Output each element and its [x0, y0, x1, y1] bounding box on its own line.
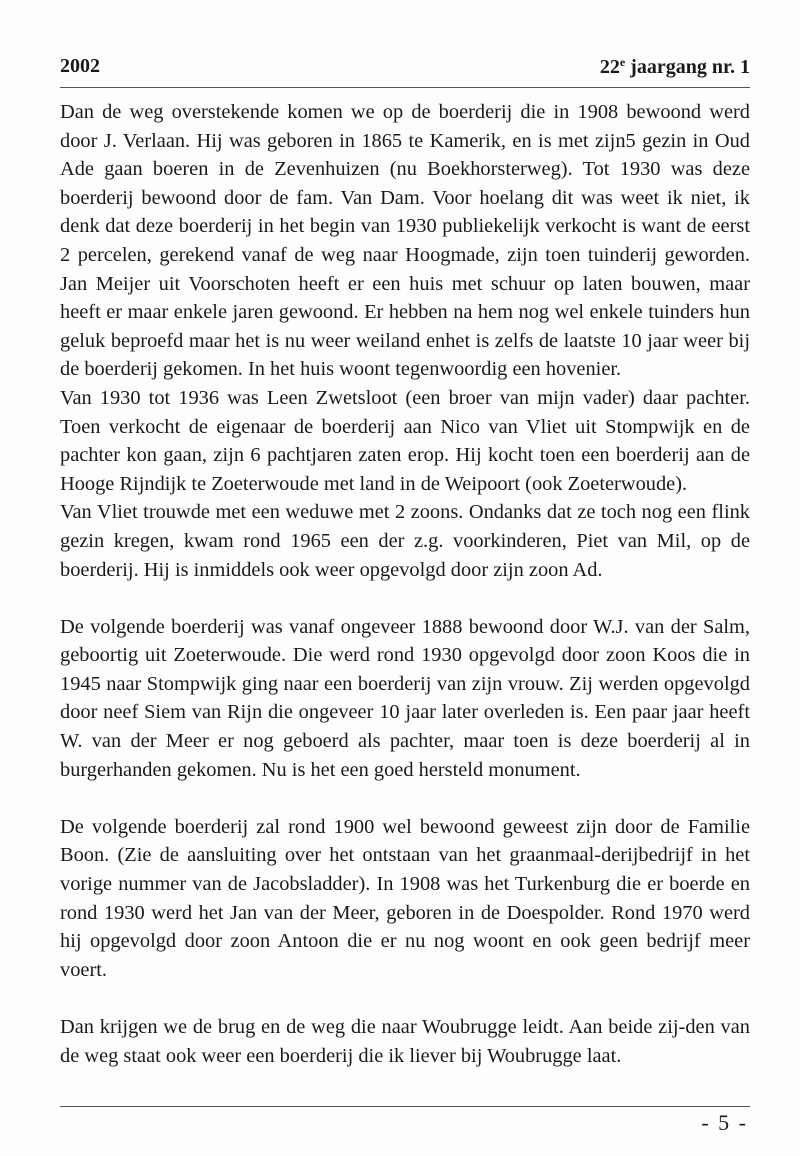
volume-number: 22 — [599, 56, 620, 78]
paragraph-brug: Dan krijgen we de brug en de weg die naar Woubrugge leidt. Aan beide zij-den van de weg staat ook weer een boerderij die ik liever bij Woubrugge laat. — [60, 1016, 750, 1067]
article-body — [60, 98, 750, 1070]
volume-superscript: e — [619, 55, 626, 69]
paragraph-spacer — [60, 784, 750, 813]
paragraph-boon: De volgende boerderij zal rond 1900 wel bewoond geweest zijn door de Familie Boon. (Zie de aansluiting over het ontstaan van het graanmaal-derijbedrijf in het vorige nummer van de Jacobsladder). In 1908 was het Turkenburg die er boerde en rond 1930 werd het Jan van der Meer, geboren in de Doespolder. Rond 1970 werd hij opgevolgd door zoon Antoon die er nu nog woont en ook geen bedrijf meer voert. — [60, 815, 750, 981]
paragraph-verlaan: Dan de weg overstekende komen we op de boerderij die in 1908 bewoond werd door J. Verlaan. Hij was geboren in 1865 te Kamerik, en is met zijn5 gezin in Oud Ade gaan boeren in de Zevenhuizen (nu Boekhorsterweg). Tot 1930 was deze boerderij bewoond door de fam. Van Dam. Voor hoelang dit was weet ik niet, ik denk dat deze boerderij in het begin van 1930 publiekelijk verkocht is want de eerst 2 percelen, gerekend vanaf de weg naar Hoogmade, zijn toen tuinderij geworden. Jan Meijer uit Voorschoten heeft er een huis met schuur op laten bouwen, maar heeft er maar enkele jaren gewoond. Er hebben na hem nog wel enkele tuinders hun geluk beproefd maar het is nu weer weiland enhet is zelfs de laatste 10 jaar weer bij de boerderij gekomen. In het huis woont tegenwoordig een hovenier. — [60, 101, 750, 381]
header-volume — [600, 55, 750, 79]
footer-divider — [60, 1106, 750, 1107]
paragraph-spacer — [60, 984, 750, 1013]
paragraph-spacer — [60, 584, 750, 613]
paragraph-zwetsloot: Van 1930 tot 1936 was Leen Zwetsloot (een broer van mijn vader) daar pachter. Toen verkocht de eigenaar de boerderij aan Nico van Vliet uit Stompwijk en de pachter kon gaan, zijn 6 pachtjaren zaten erop. Hij kocht toen een boerderij aan de Hooge Rijndijk te Zoeterwoude met land in de Weipoort (ook Zoeterwoude). — [60, 386, 750, 495]
paragraph-van-vliet: Van Vliet trouwde met een weduwe met 2 zoons. Ondanks dat ze toch nog een flink gezin kregen, kwam rond 1965 een der z.g. voorkinderen, Piet van Mil, op de boerderij. Hij is inmiddels ook weer opgevolgd door zijn zoon Ad. — [60, 501, 750, 581]
volume-label: jaargang nr. 1 — [625, 56, 750, 78]
page-number: - 5 - — [701, 1110, 748, 1135]
paragraph-van-der-salm: De volgende boerderij was vanaf ongeveer 1888 bewoond door W.J. van der Salm, geboortig uit Zoeterwoude. Die werd rond 1930 opgevolgd door zoon Koos die in 1945 naar Stompwijk ging naar een boerderij van zijn vrouw. Zij werden opgevolgd door neef Siem van Rijn die ongeveer 10 jaar later overleden is. Een paar jaar heeft W. van der Meer er nog geboerd als pachter, maar toen is deze boerderij al in burgerhanden gekomen. Nu is het een goed hersteld monument. — [60, 615, 750, 781]
page-header — [60, 55, 750, 88]
header-year: 2002 — [60, 55, 100, 77]
